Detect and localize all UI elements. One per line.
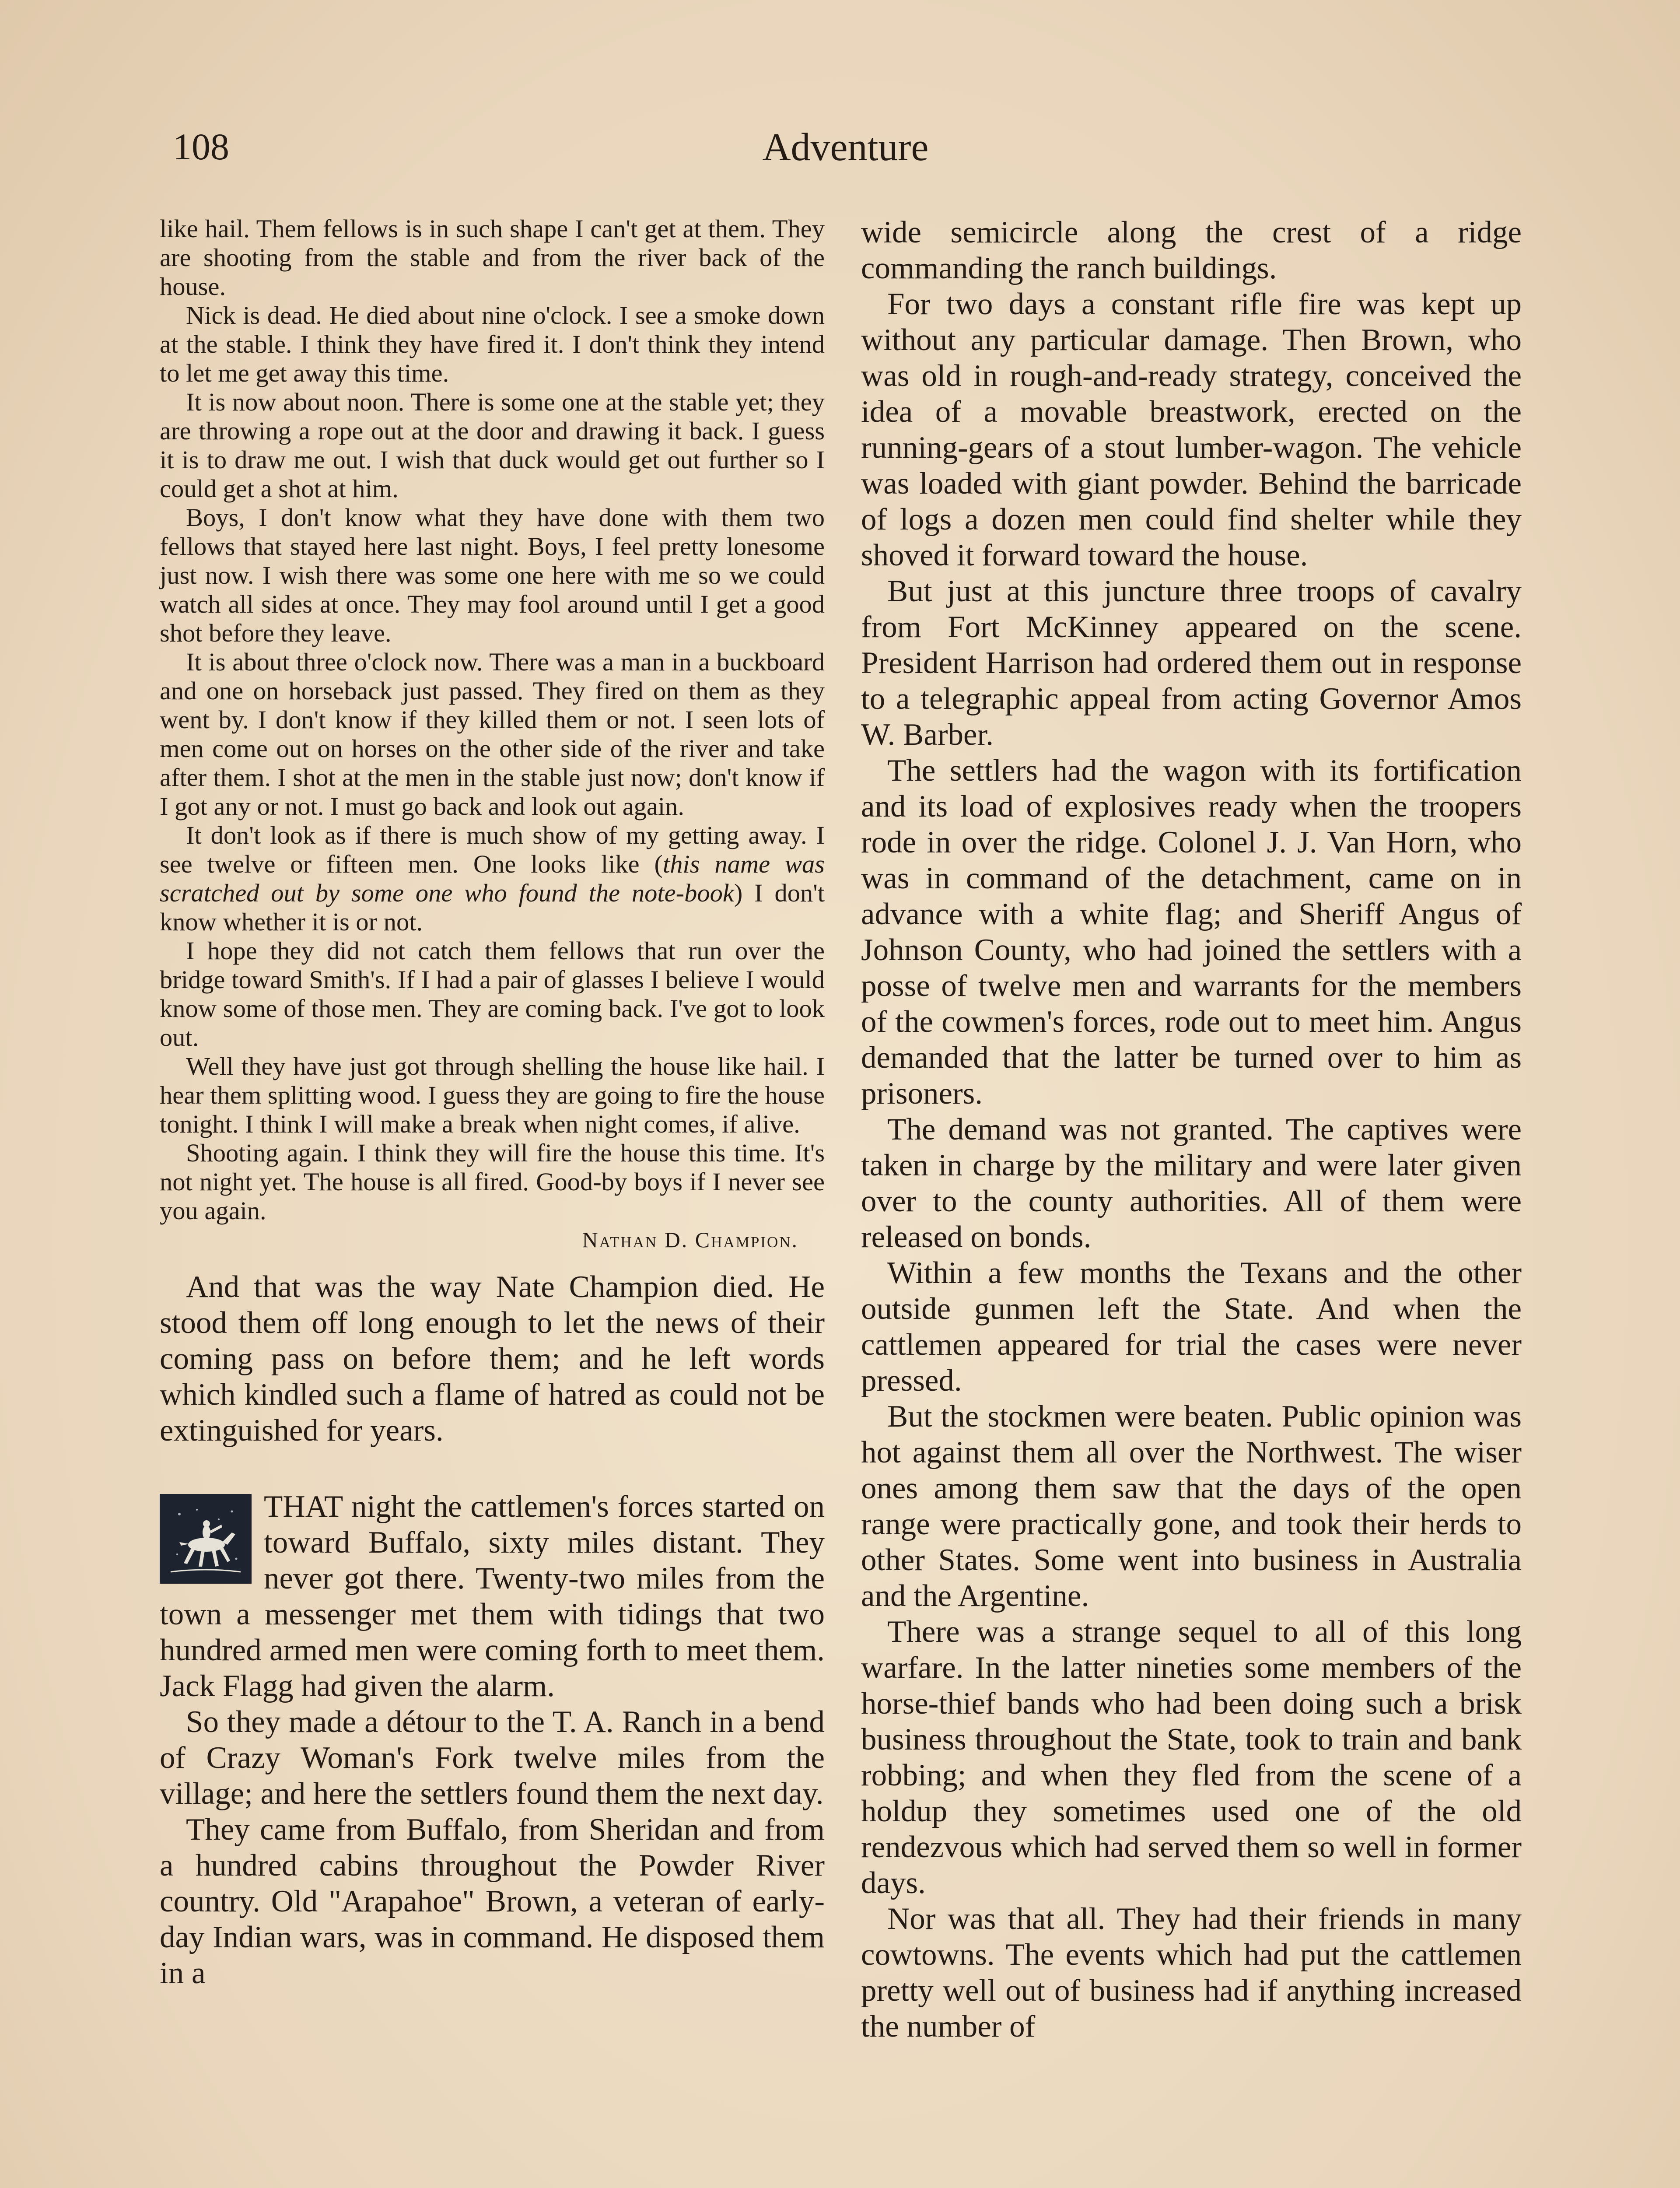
body-paragraph: The demand was not granted. The captives were taken in charge by the military and were later given over to the county authorities. All of them were released on bonds. xyxy=(861,1112,1522,1254)
body-paragraph: So they made a détour to the T. A. Ranch in a bend of Crazy Woman's Fork twelve miles from the village; and here the settlers found them the next day. xyxy=(160,1705,825,1811)
diary-paragraph: Well they have just got through shelling the house like hail. I hear them splitting wood. I guess they are going to fire the house tonight. I think I will make a break when night comes, if alive. xyxy=(160,1052,825,1138)
diary-excerpt xyxy=(160,214,825,1254)
section-lead-word: THAT xyxy=(264,1490,343,1524)
diary-text: It don't look as if there is much show of my getting away. I see twelve or fifteen men. One looks like ( xyxy=(160,821,825,878)
page-header xyxy=(173,125,1518,182)
body-paragraph: The settlers had the wagon with its fortification and its load of explosives ready when the troopers rode in over the ridge. Colonel J. J. Van Horn, who was in command of the detachment, came on in advance with a white flag; and Sheriff Angus of Johnson County, who had joined the settlers with a posse of twelve men and warrants for the members of the cowmen's forces, rode out to meet him. Angus demanded that the latter be turned over to him as prisoners. xyxy=(861,754,1522,1111)
right-column xyxy=(861,214,1522,2044)
diary-paragraph: It is now about noon. There is some one at the stable yet; they are throwing a rope out at the door and drawing it back. I guess it is to draw me out. I wish that duck would get out further so I could get a shot at him. xyxy=(160,388,825,503)
body-paragraph: Within a few months the Texans and the other outside gunmen left the State. And when the cattlemen appeared for trial the cases were never pressed. xyxy=(861,1256,1522,1398)
section-break xyxy=(160,1448,825,1489)
body-paragraph: And that was the way Nate Champion died. He stood them off long enough to let the news of their coming pass on before them; and he left words which kindled such a flame of hatred as could not be extinguished for years. xyxy=(160,1270,825,1448)
narrative-block xyxy=(160,1269,825,1991)
body-paragraph: wide semicircle along the crest of a ridge commanding the ranch buildings. xyxy=(861,215,1522,285)
diary-paragraph: like hail. Them fellows is in such shape I can't get at them. They are shooting from the stable and from the river back of the house. xyxy=(160,214,825,301)
diary-paragraph: Nick is dead. He died about nine o'clock. I see a smoke down at the stable. I think they have fired it. I don't think they intend to let me get away this time. xyxy=(160,301,825,387)
section-text: night the cattlemen's forces started on toward Buffalo, sixty miles distant. They never got there. Twenty-two miles from the town a messenger met them with tidings that two hundred armed men were coming forth to meet them. Jack Flagg had given the alarm. xyxy=(160,1490,825,1703)
body-paragraph: There was a strange sequel to all of this long warfare. In the latter nineties some members of the horse-thief bands who had been doing such a brisk business throughout the State, took to train and bank robbing; and when they fled from the scene of a holdup they sometimes used one of the old rendezvous which had served them so well in former days. xyxy=(861,1615,1522,1900)
body-paragraph: For two days a constant rifle fire was kept up without any particular damage. Then Brown, who was old in rough-and-ready strategy, conceived the idea of a movable breastwork, erected on the running-gears of a stout lumber-wagon. The vehicle was loaded with giant powder. Behind the barricade of logs a dozen men could find shelter while they shoved it forward toward the house. xyxy=(861,287,1522,572)
body-paragraph: But the stockmen were beaten. Public opinion was hot against them all over the Northwest. The wiser ones among them saw that the days of the open range were practically gone, and took their herds to other States. Some went into business in Australia and the Argentine. xyxy=(861,1399,1522,1613)
left-column xyxy=(160,214,825,1991)
body-paragraph: They came from Buffalo, from Sheridan and from a hundred cabins throughout the Powder River country. Old "Arapahoe" Brown, a veteran of early-day Indian wars, was in command. He disposed them in a xyxy=(160,1813,825,1990)
running-title: Adventure xyxy=(762,126,929,169)
diary-paragraph: It is about three o'clock now. There was a man in a buckboard and one on horseback just passed. They fired on them as they went by. I don't know if they killed them or not. I seen lots of men come out on horses on the other side of the river and take after them. I shot at the men in the stable just now; don't know if I got any or not. I must go back and look out again. xyxy=(160,648,825,820)
diary-paragraph: Boys, I don't know what they have done with them two fellows that stayed here last night. Boys, I feel pretty lonesome just now. I wish there was some one here with me so we could watch all sides at once. They may fool around until I get a good shot before they leave. xyxy=(160,503,825,647)
body-paragraph: Nor was that all. They had their friends in many cowtowns. The events which had put the cattlemen pretty well out of business had if anything increased the number of xyxy=(861,1902,1522,2044)
page-number: 108 xyxy=(173,126,229,168)
diary-text: ) I don't know whether it is or not. xyxy=(160,879,825,936)
diary-paragraph: I hope they did not catch them fellows that run over the bridge toward Smith's. If I had a pair of glasses I believe I would know some of those men. They are coming back. I've got to look out. xyxy=(160,936,825,1052)
section-paragraph xyxy=(160,1489,825,1704)
diary-paragraph xyxy=(160,821,825,936)
diary-paragraph: Shooting again. I think they will fire the house this time. It's not night yet. The house is all fired. Good-by boys if I never see you again. xyxy=(160,1139,825,1225)
editorial-note: this name was scratched out by some one who found the note-book xyxy=(160,850,825,907)
body-paragraph: But just at this juncture three troops of cavalry from Fort McKinney appeared on the scene. President Harrison had ordered them out in response to a telegraphic appeal from acting Governor Amos W. Barber. xyxy=(861,574,1522,752)
horseman-vignette-icon xyxy=(160,1494,252,1584)
section-opening xyxy=(160,1489,825,1704)
diary-signature: Nathan D. Champion. xyxy=(582,1227,798,1252)
